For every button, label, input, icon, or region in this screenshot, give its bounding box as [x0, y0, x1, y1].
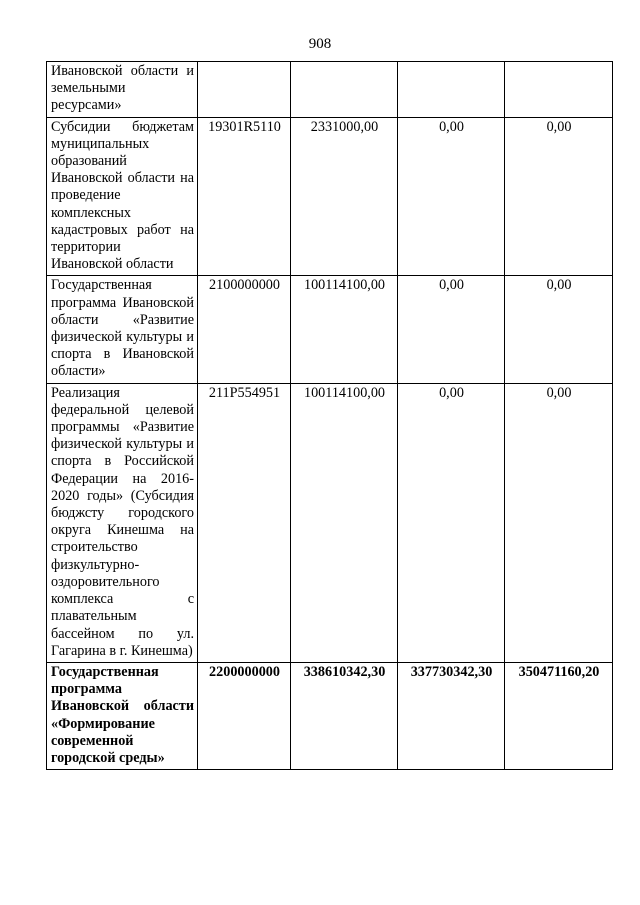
target-code-cell: 2100000000	[198, 276, 291, 383]
table-row	[47, 117, 613, 276]
amount-year1-cell	[291, 62, 398, 118]
target-code-cell	[198, 62, 291, 118]
page-number: 908	[308, 36, 332, 52]
amount-year2-cell: 337730342,30	[398, 662, 505, 769]
table-row	[47, 662, 613, 769]
program-name-cell: Государственная программа Ивановской области «Развитие физической культуры и спорта в Ивановской области»	[47, 276, 198, 383]
amount-year2-cell: 0,00	[398, 276, 505, 383]
amount-year1-cell: 2331000,00	[291, 117, 398, 276]
amount-year3-cell: 0,00	[505, 117, 613, 276]
table-row	[47, 62, 613, 118]
program-name-cell: Субсидии бюджетам муниципальных образований Ивановской области на проведение комплексных кадастровых работ на территории Ивановской области	[47, 117, 198, 276]
program-name-cell: Реализация федеральной целевой программы «Развитие физической культуры и спорта в Российской Федерации на 2016-2020 годы» (Субсидия бюджсту городского округа Кинешма на строительство физкультурно-оздоровительного комплекса с плавательным бассейном по ул. Гагарина в г. Кинешма)	[47, 383, 198, 662]
budget-table	[46, 61, 613, 770]
amount-year2-cell: 0,00	[398, 117, 505, 276]
table-row	[47, 276, 613, 383]
program-name-cell: Ивановской области и земельными ресурсами»	[47, 62, 198, 118]
amount-year3-cell	[505, 62, 613, 118]
amount-year1-cell: 100114100,00	[291, 383, 398, 662]
target-code-cell: 2200000000	[198, 662, 291, 769]
amount-year2-cell	[398, 62, 505, 118]
amount-year1-cell: 100114100,00	[291, 276, 398, 383]
amount-year3-cell: 350471160,20	[505, 662, 613, 769]
amount-year3-cell: 0,00	[505, 383, 613, 662]
amount-year2-cell: 0,00	[398, 383, 505, 662]
target-code-cell: 19301R5110	[198, 117, 291, 276]
program-name-cell: Государственная программа Ивановской области «Формирование современной городской среды»	[47, 662, 198, 769]
amount-year1-cell: 338610342,30	[291, 662, 398, 769]
amount-year3-cell: 0,00	[505, 276, 613, 383]
table-row	[47, 383, 613, 662]
target-code-cell: 211P554951	[198, 383, 291, 662]
